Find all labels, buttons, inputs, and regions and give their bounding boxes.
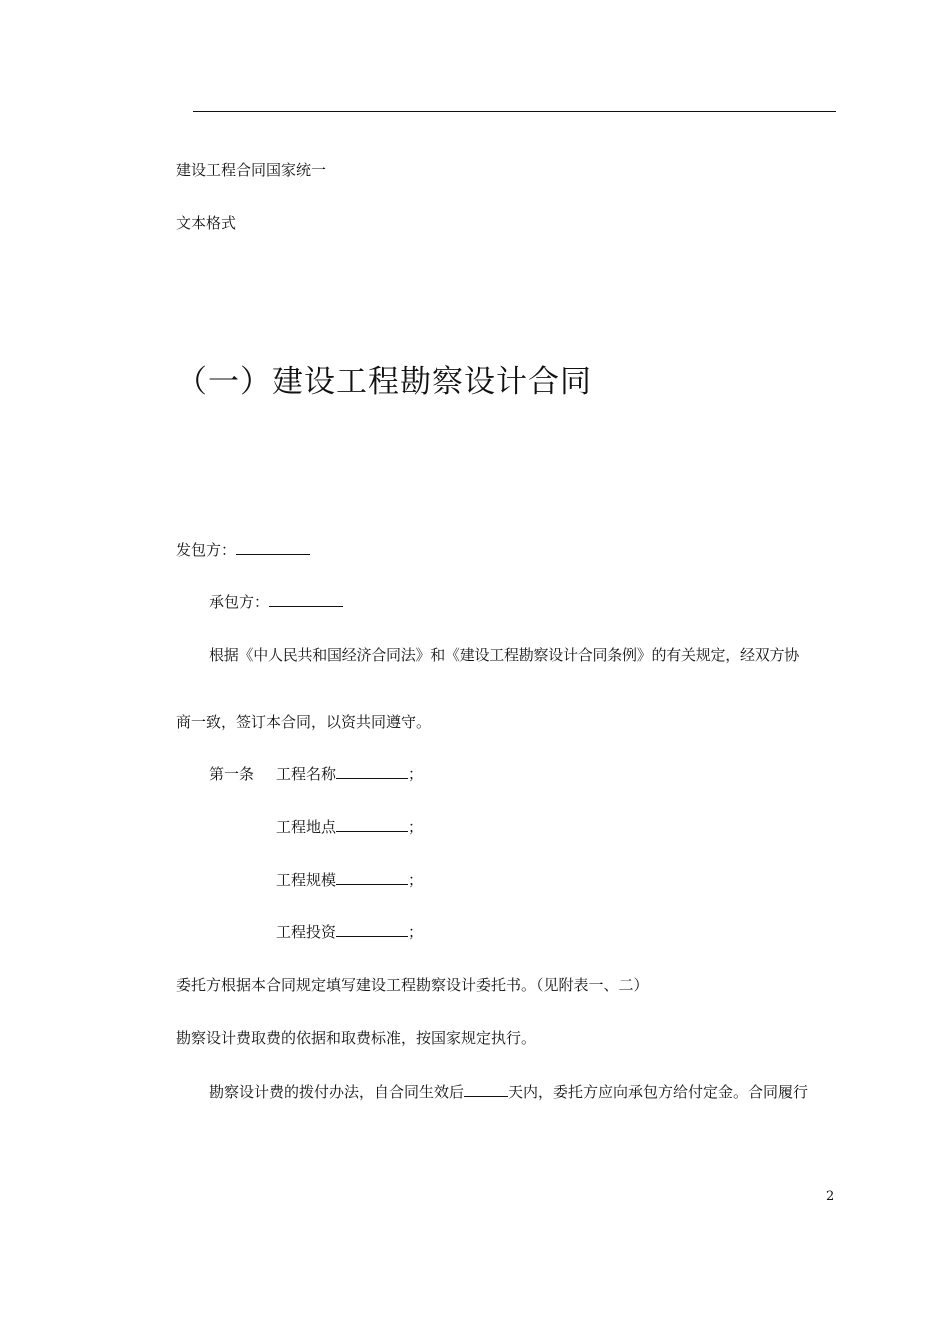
header-line-1: 建设工程合同国家统一	[176, 161, 327, 179]
semicolon: ；	[408, 923, 424, 941]
fee-basis-paragraph: 勘察设计费取费的依据和取费标准，按国家规定执行。	[176, 1029, 537, 1047]
project-scale-line	[276, 870, 423, 890]
intro-line-2: 商一致，签订本合同，以资共同遵守。	[176, 713, 432, 731]
page-number: 2	[826, 1189, 835, 1204]
intro-line-1: 根据《中人民共和国经济合同法》和《建设工程勘察设计合同条例》的有关规定，经双方协	[209, 646, 800, 664]
employer-label: 发包方：	[176, 541, 237, 559]
project-name-blank	[336, 764, 408, 779]
employer-blank	[236, 540, 310, 555]
contractor-line	[209, 592, 343, 612]
project-investment-label: 工程投资	[276, 923, 337, 941]
contractor-label: 承包方：	[209, 593, 270, 611]
payment-text-b: 天内，委托方应向承包方给付定金。合同履行	[508, 1083, 809, 1101]
project-scale-blank	[336, 870, 408, 885]
header-rule	[193, 111, 836, 112]
contractor-blank	[269, 592, 343, 607]
project-location-line	[276, 817, 423, 837]
entrust-paragraph: 委托方根据本合同规定填写建设工程勘察设计委托书。（见附表一、二）	[176, 976, 649, 994]
payment-text-a: 勘察设计费的拨付办法，自合同生效后	[209, 1083, 465, 1101]
semicolon: ；	[408, 871, 424, 889]
article-1-project-name	[209, 764, 423, 784]
employer-line	[176, 540, 310, 560]
project-scale-label: 工程规模	[276, 871, 337, 889]
document-title: （一）建设工程勘察设计合同	[176, 364, 592, 400]
project-name-label: 工程名称	[276, 765, 337, 783]
semicolon: ；	[408, 818, 424, 836]
project-investment-line	[276, 922, 423, 942]
article-1-prefix: 第一条	[209, 765, 255, 783]
header-line-2: 文本格式	[176, 214, 237, 232]
project-investment-blank	[336, 922, 408, 937]
payment-paragraph	[209, 1082, 808, 1102]
project-location-label: 工程地点	[276, 818, 337, 836]
project-location-blank	[336, 817, 408, 832]
payment-days-blank	[464, 1082, 508, 1097]
semicolon: ；	[408, 765, 424, 783]
